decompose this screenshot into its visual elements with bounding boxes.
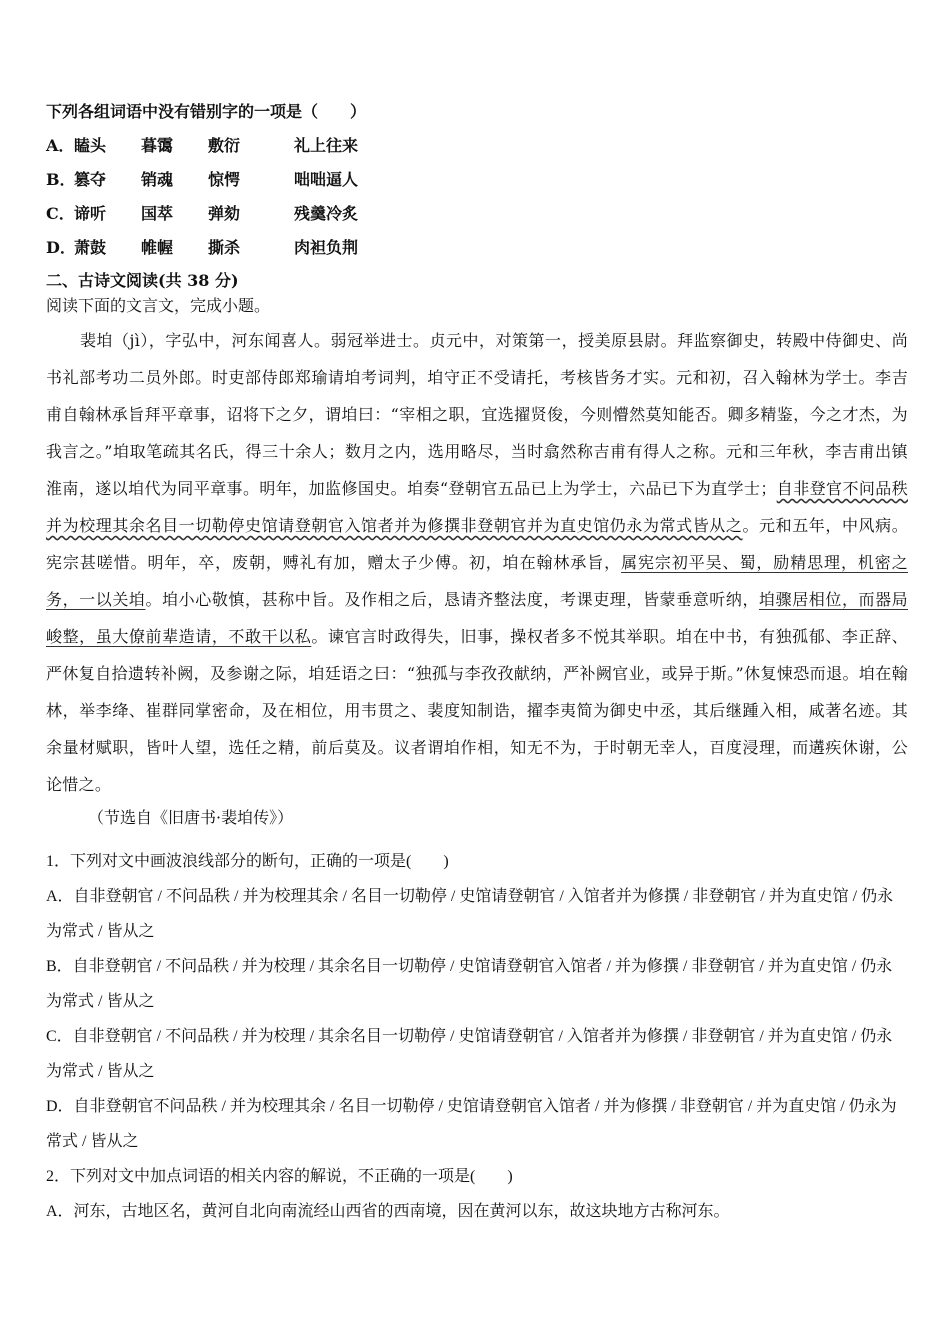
classical-passage [46,322,908,803]
option-word: 帷幄 [141,238,174,257]
word-choice-question [46,100,366,270]
question-1-option-c: C．自非登朝官 / 不问品秩 / 并为校理 / 其余名目一切勒停 / 史馆请登朝官 / 入馆者并为修撰 / 非登朝官 / 并为直史馆 / 仍永为常式 / 皆从之 [46,1028,893,1080]
question-2-stem: 2．下列对文中加点词语的相关内容的解说，不正确的一项是( ) [46,1168,513,1185]
underlined-text: 垍骤居相位，而器局峻整，虽大僚前辈造请，不敢干以私 [46,590,908,646]
option-letter: B． [46,170,76,189]
question-1-option-a: A．自非登朝官 / 不问品秩 / 并为校理其余 / 名目一切勒停 / 史馆请登朝官 / 入馆者并为修撰 / 非登朝官 / 并为直史馆 / 仍永为常式 / 皆从之 [46,888,894,940]
option-word: 礼上往来 [294,136,359,155]
option-word: 惊愕 [208,170,241,189]
question-1-option-b: B．自非登朝官 / 不问品秩 / 并为校理 / 其余名目一切勒停 / 史馆请登朝官入馆者 / 并为修撰 / 非登朝官 / 并为直史馆 / 仍永为常式 / 皆从之 [46,958,893,1010]
wavy-underlined-text: 自非登官不问品秩并为校理其余名目一切勒停史馆请登朝官入馆者并为修撰非登朝官并为直史馆仍永为常式皆从之 [46,479,908,535]
option-word: 销魂 [141,170,174,189]
option-word: 敷衍 [208,136,241,155]
option-word: 国萃 [141,204,174,223]
option-letter: C． [46,204,75,223]
question-2-option-a: A．河东，古地区名，黄河自北向南流经山西省的西南境，因在黄河以东，故这块地方古称河东。 [46,1203,730,1220]
option-c [46,202,366,236]
option-word: 暮霭 [141,136,174,155]
underlined-text: 属宪宗初平吴、蜀，励精思理，机密之务，一以关垍 [46,553,908,609]
option-a [46,134,366,168]
option-word: 肉袒负荆 [294,238,359,257]
questions-block [46,844,908,1229]
passage-text: 裴垍（jì），字弘中，河东闻喜人。弱冠举进士。贞元中，对策第一，授美原县尉。拜监察御史，转殿中侍御史、尚书礼部考功二员外郎。时吏部侍郎郑瑜请垍考词判，垍守正不受请托，考核皆务才实。元和初，召入翰林为学士。李吉甫自翰林承旨拜平章事，诏将下之夕，谓垍曰：“宰相之职，宜选擢贤俊，今则懵然莫知能否。卿多精鉴，今之才杰，为我言之。”垍取笔疏其名氏，得三十余人；数月之内，选用略尽，当时翕然称吉甫有得人之称。元和三年秋，李吉甫出镇淮南，遂以垍代为同平章事。明年，加监修国史。垍奏“登朝官五品已上为学士，六品已下为直学士； [46,331,908,498]
option-b [46,168,366,202]
option-word: 瞌头 [74,136,107,155]
option-letter: D． [46,238,76,257]
option-word: 萧鼓 [74,238,107,257]
option-word: 篡夺 [74,170,107,189]
passage-source: （节选自《旧唐书·裴垍传》） [88,808,294,827]
option-word: 咄咄逼人 [294,170,359,189]
question-1-option-d: D．自非登朝官不问品秩 / 并为校理其余 / 名目一切勒停 / 史馆请登朝官入馆者 / 并为修撰 / 非登朝官 / 并为直史馆 / 仍永为常式 / 皆从之 [46,1098,897,1150]
section-heading: 二、古诗文阅读(共 38 分) [46,271,239,290]
option-letter: A． [46,136,75,155]
section-instruction: 阅读下面的文言文，完成小题。 [46,296,271,315]
option-word: 谛听 [74,204,107,223]
option-d [46,236,366,270]
option-word: 弹劾 [208,204,241,223]
option-word: 残羹冷炙 [294,204,359,223]
passage-text: 。元和五年，中风病。宪宗甚嗟惜。明年，卒，废朝，赙礼有加，赠太子少傅。初，垍在翰林承旨， [46,516,908,572]
passage-text: 。垍小心敬慎，甚称中旨。及作相之后，恳请齐整法度，考课吏理，皆蒙垂意听纳， [145,590,760,609]
option-word: 撕杀 [208,238,241,257]
passage-text: 。谏官言时政得失，旧事，操权者多不悦其举职。垍在中书，有独孤郁、李正辞、严休复自拾遗转补阙，及参谢之际，垍廷语之曰：“独孤与李孜孜献纳，严补阙官业，或异于斯。”休复悚恐而退。垍在翰林，举李绛、崔群同掌密命，及在相位，用韦贯之、裴度知制诰，擢李夷简为御史中丞，其后继踵入相，咸著名迹。其余量材赋职，皆叶人望，选任之精，前后莫及。议者谓垍作相，知无不为，于时朝无幸人，百度浸理，而遘疾休谢，公论惜之。 [46,627,908,794]
question-1-stem: 1．下列对文中画波浪线部分的断句，正确的一项是( ) [46,853,449,870]
question-stem: 下列各组词语中没有错别字的一项是（ ） [46,102,367,121]
